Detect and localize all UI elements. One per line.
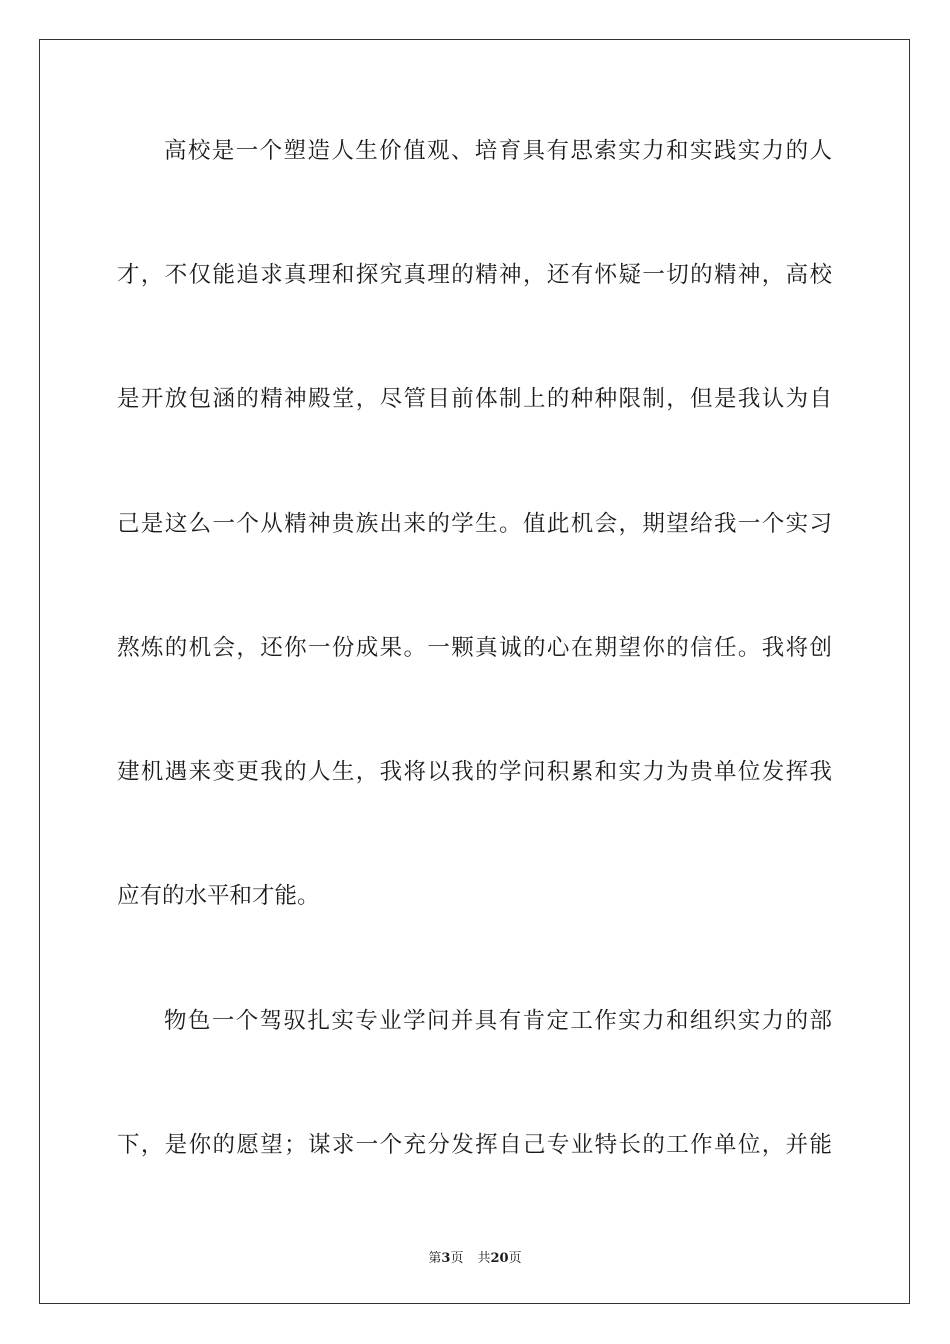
paragraph-1-line-6: 建机遇来变更我的人生，我将以我的学问积累和实力为贵单位发挥我 <box>117 759 832 785</box>
page-prefix: 第 <box>428 1251 442 1266</box>
paragraph-1-line-7: 应有的水平和才能。 <box>117 883 320 909</box>
paragraph-1-line-3: 是开放包涵的精神殿堂，尽管目前体制上的种种限制，但是我认为自 <box>117 386 832 412</box>
paragraph-1-line-1: 高校是一个塑造人生价值观、培育具有思索实力和实践实力的人 <box>164 138 832 164</box>
total-pages: 20 <box>490 1251 509 1266</box>
page-suffix: 页 <box>450 1251 464 1266</box>
paragraph-2-line-1: 物色一个驾驭扎实专业学问并具有肯定工作实力和组织实力的部 <box>164 1008 832 1034</box>
page-border <box>39 39 910 1304</box>
paragraph-1-line-2: 才，不仅能追求真理和探究真理的精神，还有怀疑一切的精神，高校 <box>117 262 832 288</box>
page-footer <box>0 1247 950 1266</box>
total-prefix: 共 <box>477 1251 491 1266</box>
paragraph-1-line-5: 熬炼的机会，还你一份成果。一颗真诚的心在期望你的信任。我将创 <box>117 635 832 661</box>
page-number: 3 <box>441 1251 451 1266</box>
paragraph-1-line-4: 己是这么一个从精神贵族出来的学生。值此机会，期望给我一个实习 <box>117 511 832 537</box>
paragraph-2-line-2: 下，是你的愿望；谋求一个充分发挥自己专业特长的工作单位，并能 <box>117 1132 832 1158</box>
total-suffix: 页 <box>508 1251 522 1266</box>
